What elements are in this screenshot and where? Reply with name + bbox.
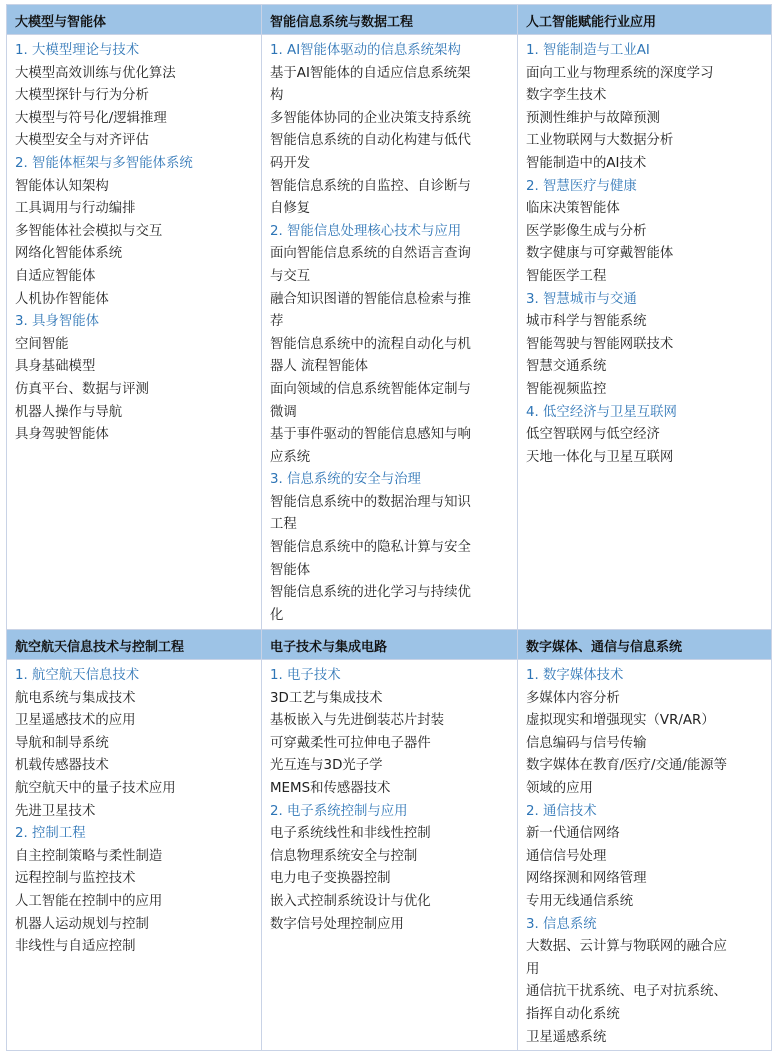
topic-item: 智能体认知架构 bbox=[15, 178, 109, 194]
topic-item: 多智能体社会模拟与交互 bbox=[15, 223, 163, 239]
topic-item: 智能信息系统的自监控、自诊断与 bbox=[270, 178, 471, 194]
topic-item: 多智能体协同的企业决策支持系统 bbox=[270, 110, 471, 126]
topic-item: 人机协作智能体 bbox=[15, 291, 109, 307]
topic-item: 航空航天中的量子技术应用 bbox=[15, 780, 176, 796]
topic-item: 领域的应用 bbox=[526, 780, 593, 796]
topic-item: 码开发 bbox=[270, 155, 311, 171]
topic-item: 智能信息系统中的数据治理与知识 bbox=[270, 494, 471, 510]
topic-item: 器人 流程智能体 bbox=[270, 359, 368, 375]
topic-item: 网络探测和网络管理 bbox=[526, 871, 647, 887]
section-body bbox=[518, 660, 772, 1051]
topic-item: 工具调用与行动编排 bbox=[15, 201, 136, 217]
topic-item: 导航和制导系统 bbox=[15, 735, 109, 751]
topic-item: 预测性维护与故障预测 bbox=[526, 110, 660, 126]
topic-item: 通信抗干扰系统、电子对抗系统、 bbox=[526, 984, 727, 1000]
section-header: 电子技术与集成电路 bbox=[262, 630, 518, 660]
topic-item: 大模型高效训练与优化算法 bbox=[15, 65, 176, 81]
topic-item: 具身基础模型 bbox=[15, 359, 96, 375]
topic-item: 智能体 bbox=[270, 562, 311, 578]
topic-item: 智能驾驶与智能网联技术 bbox=[526, 336, 674, 352]
topic-item: 智能信息系统中的流程自动化与机 bbox=[270, 336, 471, 352]
topic-item: 面向领域的信息系统智能体定制与 bbox=[270, 381, 471, 397]
topic-item: 专用无线通信系统 bbox=[526, 893, 634, 909]
topic-item: 智能信息系统的进化学习与持续优 bbox=[270, 585, 471, 601]
topic-item: 临床决策智能体 bbox=[526, 201, 620, 217]
section-body bbox=[518, 35, 772, 630]
topic-item: 用 bbox=[526, 961, 540, 977]
topic-item: 航电系统与集成技术 bbox=[15, 690, 136, 706]
section-header: 数字媒体、通信与信息系统 bbox=[518, 630, 772, 660]
topic-item: 网络化智能体系统 bbox=[15, 246, 123, 262]
section-header: 智能信息系统与数据工程 bbox=[262, 5, 518, 35]
topic-item: 电力电子变换器控制 bbox=[270, 871, 391, 887]
section-body bbox=[7, 660, 262, 1051]
topic-item: 电子系统线性和非线性控制 bbox=[270, 826, 431, 842]
section-body bbox=[7, 35, 262, 630]
topic-item: 工业物联网与大数据分析 bbox=[526, 133, 674, 149]
section-header: 航空航天信息技术与控制工程 bbox=[7, 630, 262, 660]
topic-item: 远程控制与监控技术 bbox=[15, 871, 136, 887]
topic-item: 空间智能 bbox=[15, 336, 69, 352]
topic-item: 基于AI智能体的自适应信息系统架 bbox=[270, 65, 471, 81]
topic-item: 融合知识图谱的智能信息检索与推 bbox=[270, 291, 471, 307]
subsection-heading: 3. 具身智能体 bbox=[15, 314, 99, 330]
subsection-heading: 2. 智能体框架与多智能体系统 bbox=[15, 155, 193, 171]
topic-item: 大模型探针与行为分析 bbox=[15, 88, 149, 104]
section-body bbox=[262, 660, 518, 1051]
subsection-heading: 1. 智能制造与工业AI bbox=[526, 43, 650, 58]
subsection-heading: 2. 智慧医疗与健康 bbox=[526, 178, 637, 194]
topic-item: 面向智能信息系统的自然语言查询 bbox=[270, 246, 471, 262]
subsection-heading: 1. 电子技术 bbox=[270, 668, 341, 683]
topic-item: 智能制造中的AI技术 bbox=[526, 155, 647, 171]
topic-item: 光互连与3D光子学 bbox=[270, 758, 383, 774]
topic-item: 机器人操作与导航 bbox=[15, 404, 123, 420]
section-body bbox=[262, 35, 518, 630]
topic-item: 非线性与自适应控制 bbox=[15, 939, 136, 955]
topic-item: 城市科学与智能系统 bbox=[526, 314, 647, 330]
subsection-heading: 1. 大模型理论与技术 bbox=[15, 43, 140, 58]
section-header: 大模型与智能体 bbox=[7, 5, 262, 35]
topic-item: 低空智联网与低空经济 bbox=[526, 427, 660, 443]
subsection-heading: 2. 智能信息处理核心技术与应用 bbox=[270, 223, 462, 239]
topic-item: 微调 bbox=[270, 404, 297, 420]
topic-item: 卫星遥感系统 bbox=[526, 1029, 607, 1045]
topic-item: 卫星遥感技术的应用 bbox=[15, 713, 136, 729]
topic-item: 智能信息系统的自动化构建与低代 bbox=[270, 133, 471, 149]
topic-item: 与交互 bbox=[270, 268, 311, 284]
topic-item: 虚拟现实和增强现实（VR/AR） bbox=[526, 713, 715, 729]
topic-item: 信息物理系统安全与控制 bbox=[270, 848, 418, 864]
topic-item: 智能医学工程 bbox=[526, 268, 607, 284]
topic-item: 工程 bbox=[270, 517, 297, 533]
topic-item: 大模型安全与对齐评估 bbox=[15, 133, 149, 149]
topic-item: 应系统 bbox=[270, 449, 311, 465]
topic-item: 数字媒体在教育/医疗/交通/能源等 bbox=[526, 758, 728, 774]
topic-table bbox=[6, 4, 772, 1051]
topic-item: MEMS和传感器技术 bbox=[270, 780, 391, 796]
topic-item: 面向工业与物理系统的深度学习 bbox=[526, 65, 714, 81]
topic-item: 自适应智能体 bbox=[15, 268, 96, 284]
topic-item: 3D工艺与集成技术 bbox=[270, 690, 383, 706]
topic-item: 自修复 bbox=[270, 201, 311, 217]
subsection-heading: 3. 信息系统的安全与治理 bbox=[270, 472, 421, 488]
topic-item: 信息编码与信号传输 bbox=[526, 735, 647, 751]
topic-item: 天地一体化与卫星互联网 bbox=[526, 449, 674, 465]
topic-item: 自主控制策略与柔性制造 bbox=[15, 848, 163, 864]
topic-item: 智慧交通系统 bbox=[526, 359, 607, 375]
subsection-heading: 1. AI智能体驱动的信息系统架构 bbox=[270, 43, 461, 58]
subsection-heading: 2. 电子系统控制与应用 bbox=[270, 803, 408, 819]
topic-item: 先进卫星技术 bbox=[15, 803, 96, 819]
topic-item: 基于事件驱动的智能信息感知与响 bbox=[270, 427, 471, 443]
topic-item: 基板嵌入与先进倒装芯片封装 bbox=[270, 713, 445, 729]
topic-item: 数字健康与可穿戴智能体 bbox=[526, 246, 674, 262]
topic-item: 通信信号处理 bbox=[526, 848, 607, 864]
subsection-heading: 4. 低空经济与卫星互联网 bbox=[526, 404, 677, 420]
section-header: 人工智能赋能行业应用 bbox=[518, 5, 772, 35]
topic-item: 大模型与符号化/逻辑推理 bbox=[15, 110, 167, 126]
topic-item: 具身驾驶智能体 bbox=[15, 427, 109, 443]
topic-item: 指挥自动化系统 bbox=[526, 1006, 620, 1022]
subsection-heading: 1. 数字媒体技术 bbox=[526, 668, 624, 683]
subsection-heading: 2. 控制工程 bbox=[15, 826, 86, 842]
topic-item: 机载传感器技术 bbox=[15, 758, 109, 774]
topic-item: 可穿戴柔性可拉伸电子器件 bbox=[270, 735, 431, 751]
topic-item: 医学影像生成与分析 bbox=[526, 223, 647, 239]
subsection-heading: 2. 通信技术 bbox=[526, 803, 597, 819]
topic-item: 数字信号处理控制应用 bbox=[270, 916, 404, 932]
topic-item: 荐 bbox=[270, 314, 284, 330]
subsection-heading: 3. 信息系统 bbox=[526, 916, 597, 932]
topic-item: 嵌入式控制系统设计与优化 bbox=[270, 893, 431, 909]
topic-item: 大数据、云计算与物联网的融合应 bbox=[526, 939, 727, 955]
subsection-heading: 3. 智慧城市与交通 bbox=[526, 291, 637, 307]
topic-item: 仿真平台、数据与评测 bbox=[15, 381, 149, 397]
topic-item: 化 bbox=[270, 607, 284, 623]
topic-item: 智能视频监控 bbox=[526, 381, 607, 397]
topic-item: 构 bbox=[270, 88, 284, 104]
topic-item: 智能信息系统中的隐私计算与安全 bbox=[270, 540, 471, 556]
topic-item: 数字孪生技术 bbox=[526, 88, 607, 104]
topic-item: 多媒体内容分析 bbox=[526, 690, 620, 706]
subsection-heading: 1. 航空航天信息技术 bbox=[15, 668, 140, 683]
topic-item: 机器人运动规划与控制 bbox=[15, 916, 149, 932]
topic-item: 新一代通信网络 bbox=[526, 826, 620, 842]
topic-item: 人工智能在控制中的应用 bbox=[15, 893, 163, 909]
